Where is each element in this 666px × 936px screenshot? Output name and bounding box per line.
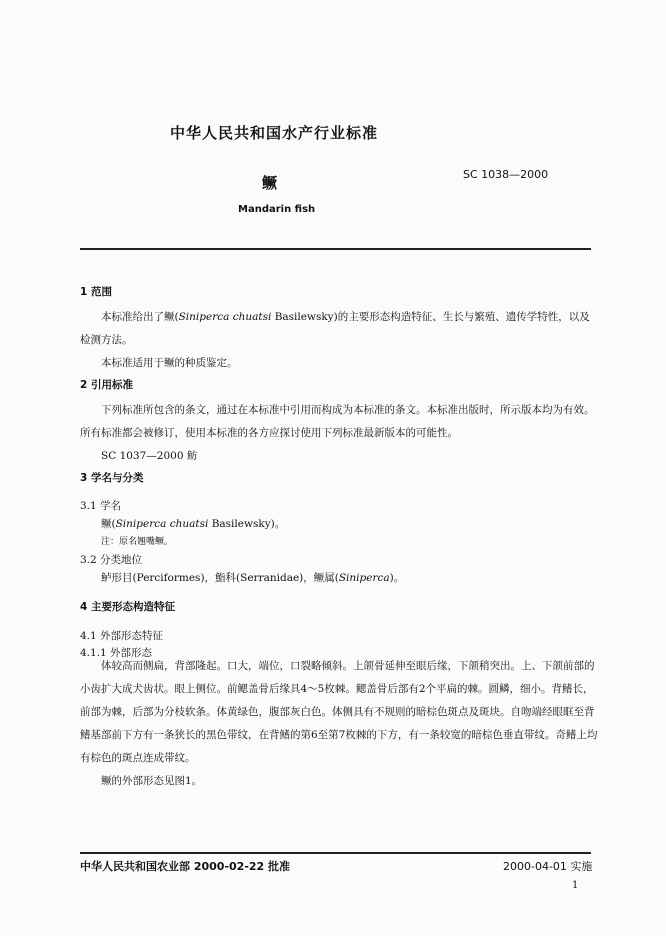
- section-3-1-heading: 3.1 学名: [80, 500, 122, 512]
- section-2-paragraph-1: 下列标准所包含的条文，通过在本标准中引用而构成为本标准的条文。本标准出版时，所示版本均为有效。所有标准都会被修订，使用本标准的各方应探讨使用下列标准最新版本的可能性。: [80, 404, 595, 439]
- section-1-paragraph-1: 本标准给出了鳜(Siniperca chuatsi Basilewsky)的主要形态构造特征、生长与繁殖、遗传学特性，以及检测方法。: [80, 311, 590, 346]
- section-1-paragraph-2: 本标准适用于鳜的种质鉴定。: [101, 357, 238, 369]
- section-4-paragraph-2: 鳜的外部形态见图1。: [101, 775, 203, 787]
- section-4-body: [80, 655, 600, 793]
- section-2-reference: SC 1037—2000 鲂: [101, 450, 198, 462]
- header-rule: [80, 248, 591, 250]
- standard-family: 中华人民共和国水产行业标准: [170, 124, 379, 142]
- section-4-1-heading: 4.1 外部形态特征: [80, 630, 164, 642]
- section-4-paragraph-1: 体较高而侧扁，背部隆起。口大，端位，口裂略倾斜。上颌骨延伸至眼后缘，下颌稍突出。上、下颌前部的小齿扩大成犬齿状。眼上侧位。前鳃盖骨后缘具4～5枚棘。鳃盖骨后部有2个平扁的棘。圆鳞，细小。背鳍长，前部为棘，后部为分枝软条。体黄绿色，腹部灰白色。体侧具有不规则的暗棕色斑点及斑块。自吻端经眼眶至背鳍基部前下方有一条狭长的黑色带纹，在背鳍的第6至第7枚棘的下方，有一条较宽的暗棕色垂直带纹。奇鳍上均有棕色的斑点连成带纹。: [80, 660, 598, 764]
- section-3-2-heading: 3.2 分类地位: [80, 554, 143, 566]
- section-1-heading: 1 范围: [80, 286, 112, 298]
- approval-date: 中华人民共和国农业部 2000-02-22 批准: [80, 860, 291, 873]
- scientific-name: 鳜(Siniperca chuatsi Basilewsky)。: [101, 518, 286, 530]
- document-title: 鳜: [262, 174, 278, 192]
- section-4-1-1-heading: 4.1.1 外部形态: [80, 647, 153, 659]
- section-2-heading: 2 引用标准: [80, 379, 133, 391]
- note: 注：原名翘嘴鳜。: [101, 537, 174, 547]
- section-3-heading: 3 学名与分类: [80, 472, 144, 484]
- taxonomic-position: 鲈形目(Perciformes)，鮨科(Serranidae)，鳜属(Siniperca)。: [101, 572, 405, 584]
- english-title: Mandarin fish: [238, 204, 316, 215]
- implementation-date: 2000-04-01 实施: [503, 860, 593, 873]
- footer-rule: [80, 852, 591, 854]
- section-1-body: [80, 306, 600, 375]
- standard-number: SC 1038—2000: [463, 168, 549, 181]
- section-2-body: [80, 399, 600, 468]
- page-number: 1: [572, 880, 579, 891]
- section-4-heading: 4 主要形态构造特征: [80, 601, 175, 613]
